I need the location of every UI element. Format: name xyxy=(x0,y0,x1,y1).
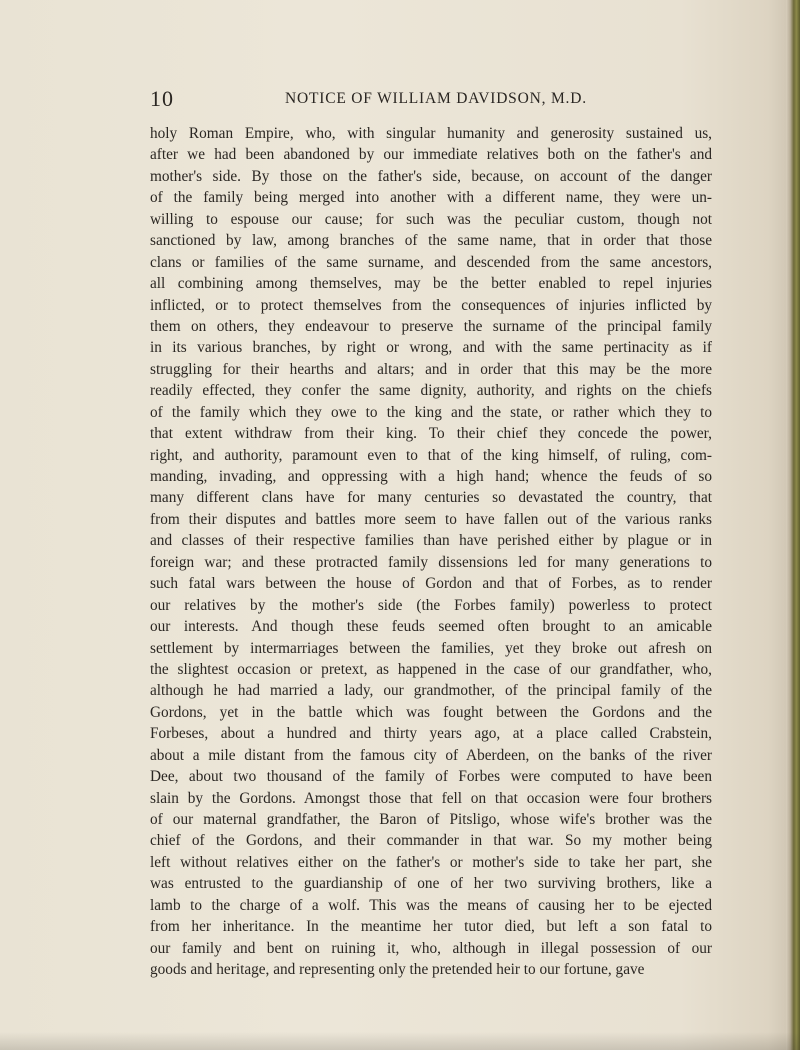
text-line: slain by the Gordons. Amongst those that fell on that occasion were four brothers xyxy=(150,789,712,807)
text-line: from her inheritance. In the meantime her tutor died, but left a son fatal to xyxy=(150,918,712,936)
text-line: goods and heritage, and representing only the pretended heir to our fortune, gave xyxy=(150,961,645,979)
text-line: of our maternal grandfather, the Baron of Pitsligo, whose wife's brother was the xyxy=(150,811,712,828)
text-line: in its various branches, by right or wrong, and with the same pertinacity as if xyxy=(150,339,712,357)
page-number: 10 xyxy=(150,86,174,111)
text-line: lamb to the charge of a wolf. This was the means of causing her to be ejected xyxy=(150,896,712,914)
text-line: our interests. And though these feuds seemed often brought to an amicable xyxy=(150,618,712,636)
text-line: foreign war; and these protracted family dissensions led for many generations to xyxy=(150,553,712,571)
text-line: that extent withdraw from their king. To their chief they concede the power, xyxy=(150,425,712,443)
text-line: our family and bent on ruining it, who, although in illegal possession of our xyxy=(150,939,712,957)
text-line: although he had married a lady, our grandmother, of the principal family of the xyxy=(150,682,712,700)
text-line: after we had been abandoned by our immediate relatives both on the father's and xyxy=(150,146,712,164)
text-line: inflicted, or to protect themselves from the consequences of injuries inflicted by xyxy=(150,296,712,314)
text-line: left without relatives either on the father's or mother's side to take her part, she xyxy=(150,853,712,871)
text-line: our relatives by the mother's side (the Forbes family) powerless to protect xyxy=(150,596,712,614)
text-line: readily effected, they confer the same dignity, authority, and rights on the chiefs xyxy=(150,382,712,400)
text-line: chief of the Gordons, and their commander in that war. So my mother being xyxy=(150,832,712,850)
text-line: from their disputes and battles more seem to have fallen out of the various ranks xyxy=(150,510,712,528)
text-line: clans or families of the same surname, and descended from the same ancestors, xyxy=(150,253,712,271)
text-line: manding, invading, and oppressing with a high hand; whence the feuds of so xyxy=(150,468,712,485)
text-line: all combining among themselves, may be the better enabled to repel injuries xyxy=(150,275,712,293)
text-line: sanctioned by law, among branches of the same name, that in order that those xyxy=(150,232,712,250)
text-line: mother's side. By those on the father's side, because, on account of the danger xyxy=(150,167,712,185)
text-line: of the family which they owe to the king and the state, or rather which they to xyxy=(150,403,712,421)
text-line: Gordons, yet in the battle which was fought between the Gordons and the xyxy=(150,703,712,721)
body-text xyxy=(150,123,712,1023)
text-line: right, and authority, paramount even to that of the king himself, of ruling, com- xyxy=(150,446,712,464)
text-line: Dee, about two thousand of the family of Forbes were computed to have been xyxy=(150,768,712,786)
text-line: about a mile distant from the famous city of Aberdeen, on the banks of the river xyxy=(150,746,712,764)
text-line: such fatal wars between the house of Gordon and that of Forbes, as to render xyxy=(150,575,712,593)
text-line: settlement by intermarriages between the families, yet they broke out afresh on xyxy=(150,639,712,657)
text-line: holy Roman Empire, who, with singular humanity and generosity sustained us, xyxy=(150,125,712,142)
text-line: willing to espouse our cause; for such was the peculiar custom, though not xyxy=(150,210,712,228)
text-line: struggling for their hearths and altars; and in order that this may be the more xyxy=(150,360,712,378)
page-bottom-shadow xyxy=(0,1032,800,1050)
text-line: was entrusted to the guardianship of one of her two surviving brothers, like a xyxy=(150,875,712,893)
text-line: of the family being merged into another with a different name, they were un- xyxy=(150,189,712,207)
page-header xyxy=(150,86,710,112)
text-line: Forbeses, about a hundred and thirty years ago, at a place called Crabstein, xyxy=(150,725,712,743)
text-line: them on others, they endeavour to preserve the surname of the principal family xyxy=(150,317,712,335)
text-line: many different clans have for many centuries so devastated the country, that xyxy=(150,489,712,507)
text-line: and classes of their respective families than have perished either by plague or in xyxy=(150,532,712,550)
page-edge-shadow xyxy=(786,0,800,1050)
running-head: NOTICE OF WILLIAM DAVIDSON, M.D. xyxy=(285,90,587,107)
text-line: the slightest occasion or pretext, as happened in the case of our grandfather, who, xyxy=(150,660,712,678)
